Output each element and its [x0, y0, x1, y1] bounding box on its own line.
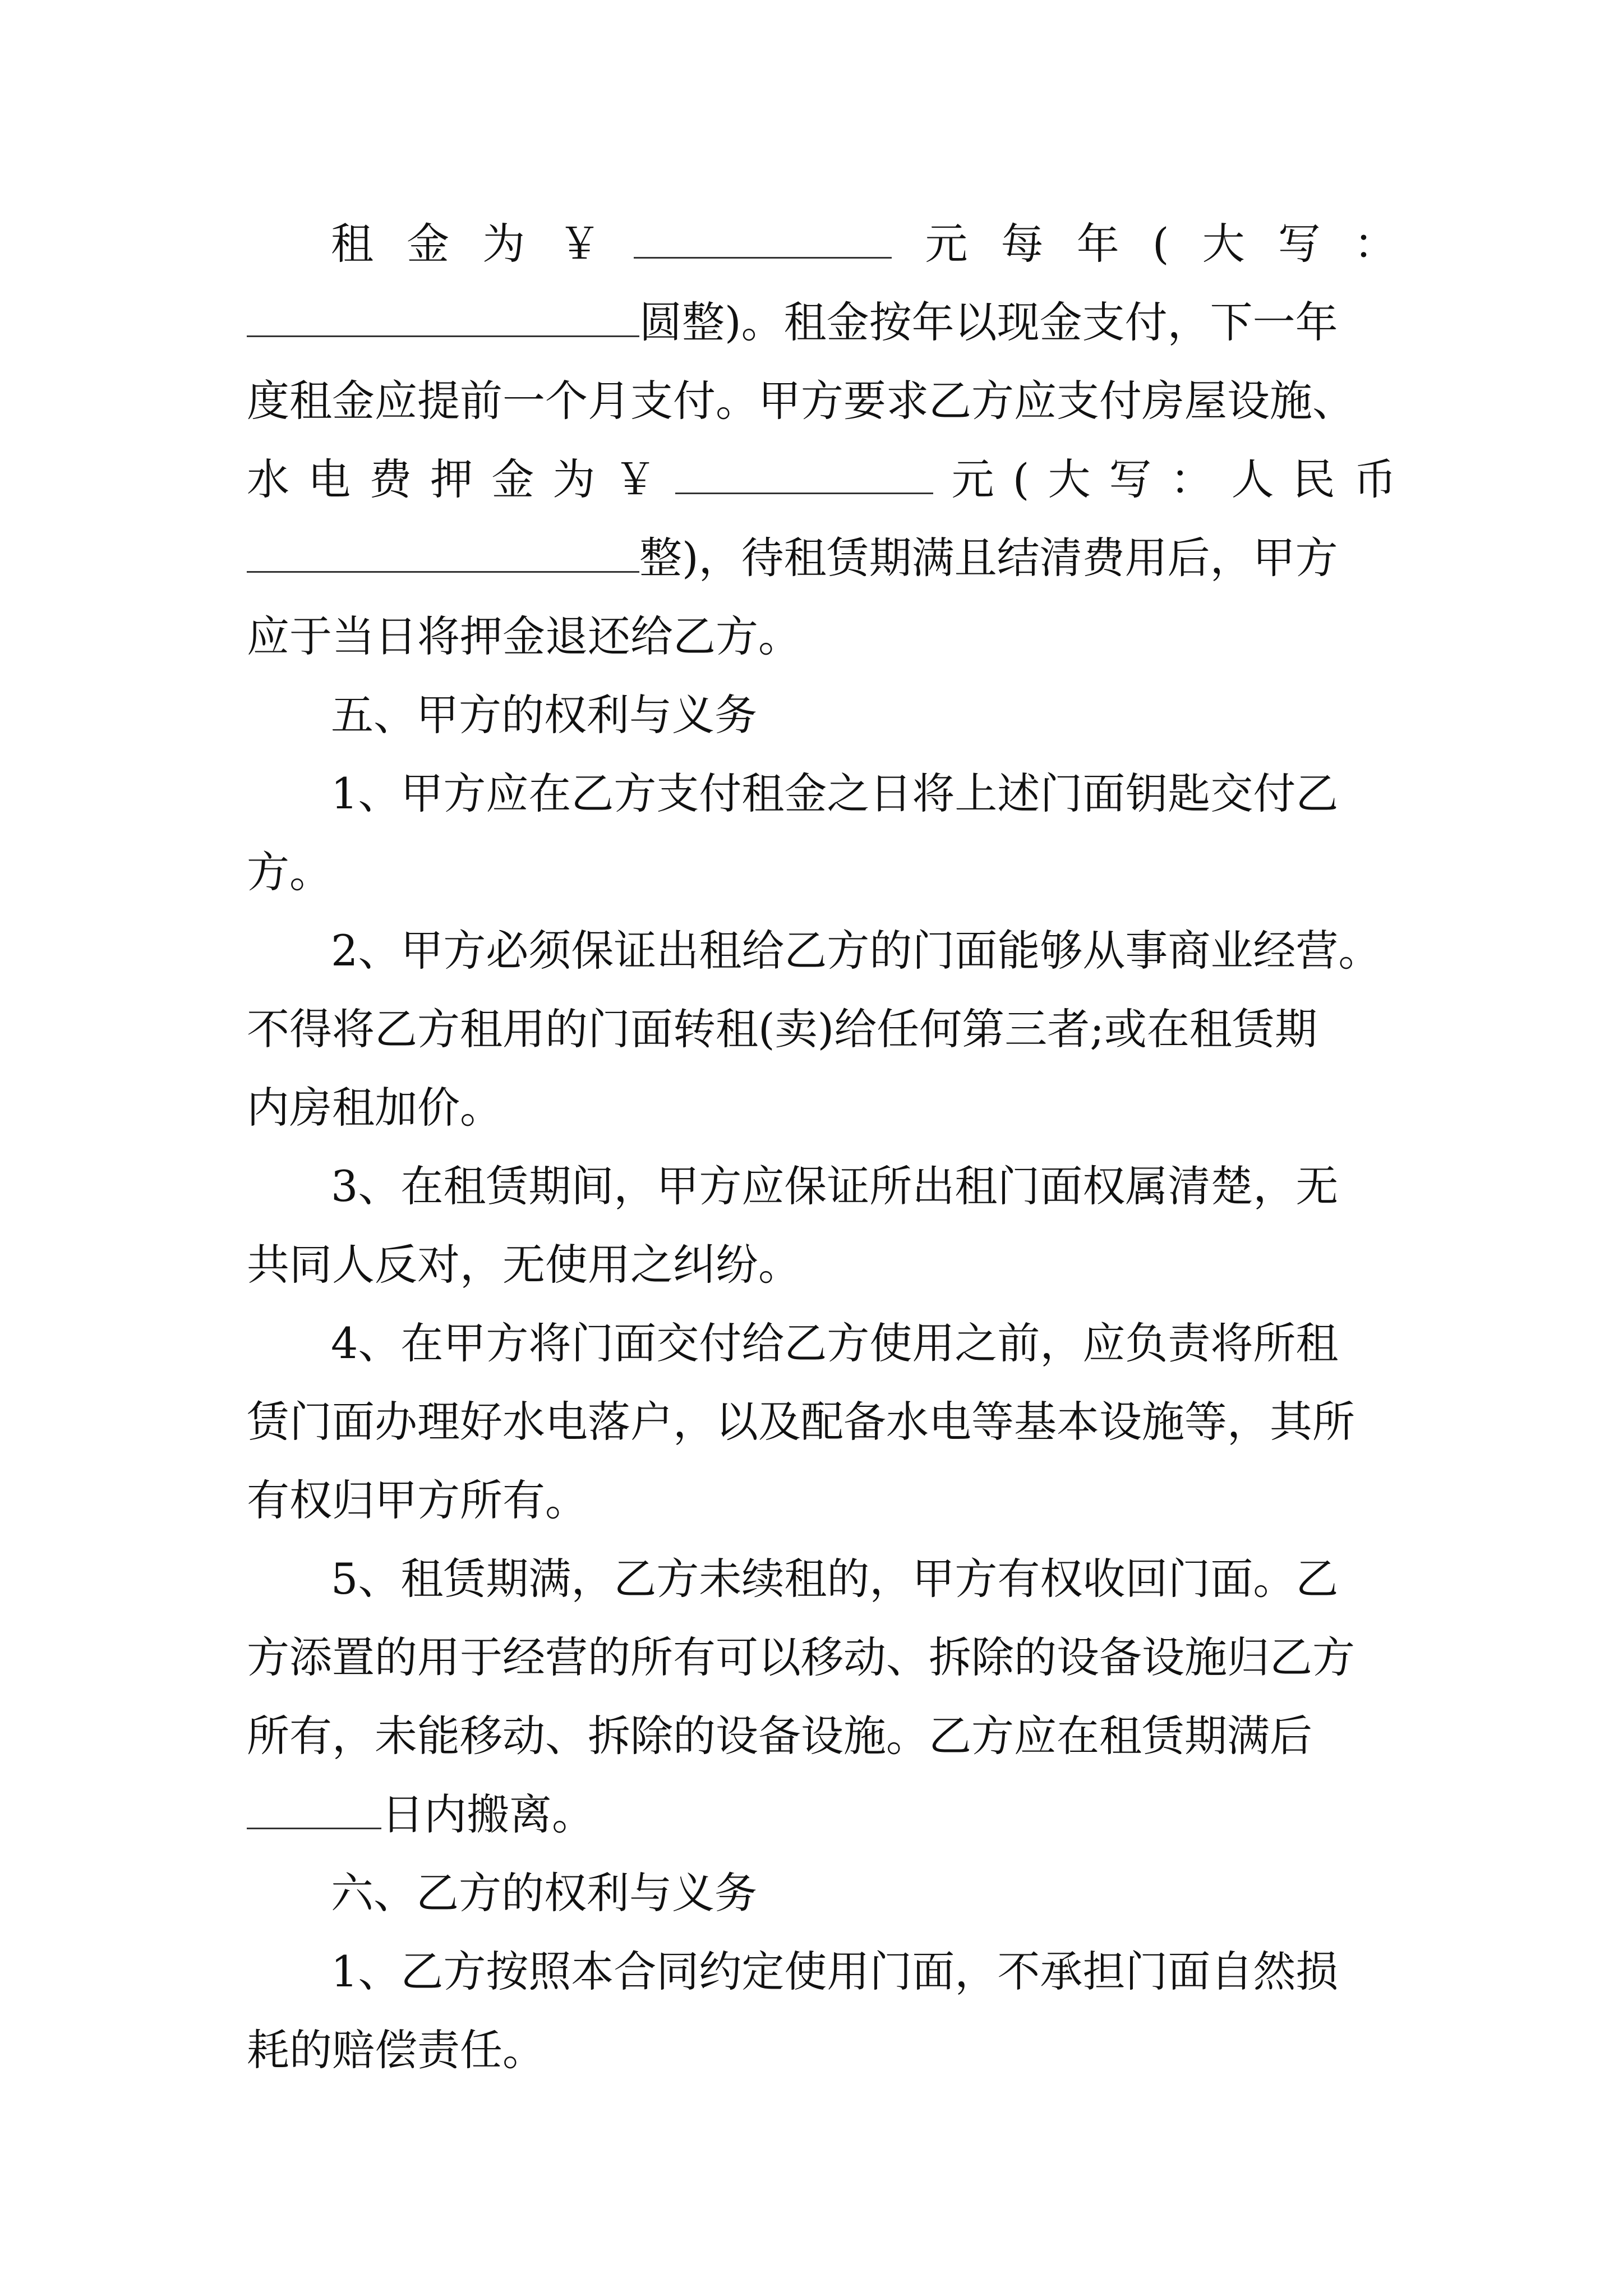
char: 写 — [1278, 219, 1321, 269]
char: 元 — [951, 454, 994, 504]
rent-line-5 — [247, 519, 1396, 597]
char: 费 — [369, 454, 412, 504]
char: 币 — [1353, 454, 1396, 504]
char: ￥ — [614, 454, 657, 504]
paragraph-line: 方。 — [247, 847, 332, 897]
char: ( — [1012, 454, 1030, 504]
days-blank[interactable] — [247, 1784, 381, 1829]
rent-capital-blank[interactable] — [247, 292, 639, 337]
paragraph-line: 所有，未能移动、拆除的设备设施。乙方应在租赁期满后 — [247, 1711, 1312, 1761]
section-heading: 五、甲方的权利与义务 — [331, 690, 757, 740]
char: 大 — [1202, 219, 1245, 269]
char: 为 — [552, 454, 596, 504]
text: 日内搬离。 — [381, 1789, 594, 1839]
text: 整)，待租赁期满且结清费用后，甲方 — [639, 533, 1338, 583]
char: 写 — [1109, 454, 1152, 504]
rent-line-6: 应于当日将押金退还给乙方。 — [247, 611, 801, 661]
char: 金 — [407, 219, 450, 269]
char: 年 — [1076, 219, 1119, 269]
rent-amount-blank[interactable] — [634, 213, 892, 259]
paragraph-line: 共同人反对，无使用之纠纷。 — [247, 1240, 801, 1290]
paragraph-line: 不得将乙方租用的门面转租(卖)给任何第三者;或在租赁期 — [247, 1004, 1317, 1054]
paragraph-line: 有权归甲方所有。 — [247, 1475, 588, 1525]
text: 圆整)。租金按年以现金支付，下一年 — [639, 297, 1338, 347]
char: ( — [1152, 219, 1169, 269]
char: ￥ — [558, 219, 601, 269]
char: 元 — [925, 219, 968, 269]
paragraph-line: 方添置的用于经营的所有可以移动、拆除的设备设施归乙方 — [247, 1632, 1355, 1682]
char: ： — [1353, 219, 1396, 269]
char: 每 — [1000, 219, 1044, 269]
paragraph-line: 耗的赔偿责任。 — [247, 2025, 545, 2075]
paragraph-line: 1、乙方按照本合同约定使用门面，不承担门面自然损 — [331, 1947, 1339, 1996]
char: 民 — [1292, 454, 1335, 504]
paragraph-line: 5、租赁期满，乙方未续租的，甲方有权收回门面。乙 — [331, 1554, 1339, 1604]
char: 水 — [247, 454, 289, 504]
char: 押 — [430, 454, 473, 504]
char: 人 — [1231, 454, 1274, 504]
paragraph-line: 4、在甲方将门面交付给乙方使用之前，应负责将所租 — [331, 1318, 1339, 1368]
paragraph-line: 内房租加价。 — [247, 1083, 502, 1133]
rent-line-1 — [331, 205, 1396, 283]
paragraph-line — [247, 1775, 1396, 1854]
paragraph-line: 赁门面办理好水电落户，以及配备水电等基本设施等，其所 — [247, 1397, 1355, 1447]
deposit-capital-blank[interactable] — [247, 527, 639, 573]
char: 金 — [491, 454, 534, 504]
rent-line-4 — [247, 440, 1396, 519]
rent-line-3: 度租金应提前一个月支付。甲方要求乙方应支付房屋设施、 — [247, 376, 1355, 426]
section-heading: 六、乙方的权利与义务 — [331, 1868, 757, 1918]
deposit-amount-blank[interactable] — [675, 449, 933, 494]
char: ： — [1170, 454, 1213, 504]
char: 租 — [331, 219, 374, 269]
paragraph-line: 1、甲方应在乙方支付租金之日将上述门面钥匙交付乙 — [331, 769, 1339, 818]
char: 为 — [482, 219, 525, 269]
char: 电 — [308, 454, 351, 504]
rent-line-2 — [247, 283, 1396, 362]
paragraph-line: 2、甲方必须保证出租给乙方的门面能够从事商业经营。 — [331, 926, 1381, 976]
paragraph-line: 3、在租赁期间，甲方应保证所出租门面权属清楚，无 — [331, 1161, 1339, 1211]
char: 大 — [1048, 454, 1091, 504]
